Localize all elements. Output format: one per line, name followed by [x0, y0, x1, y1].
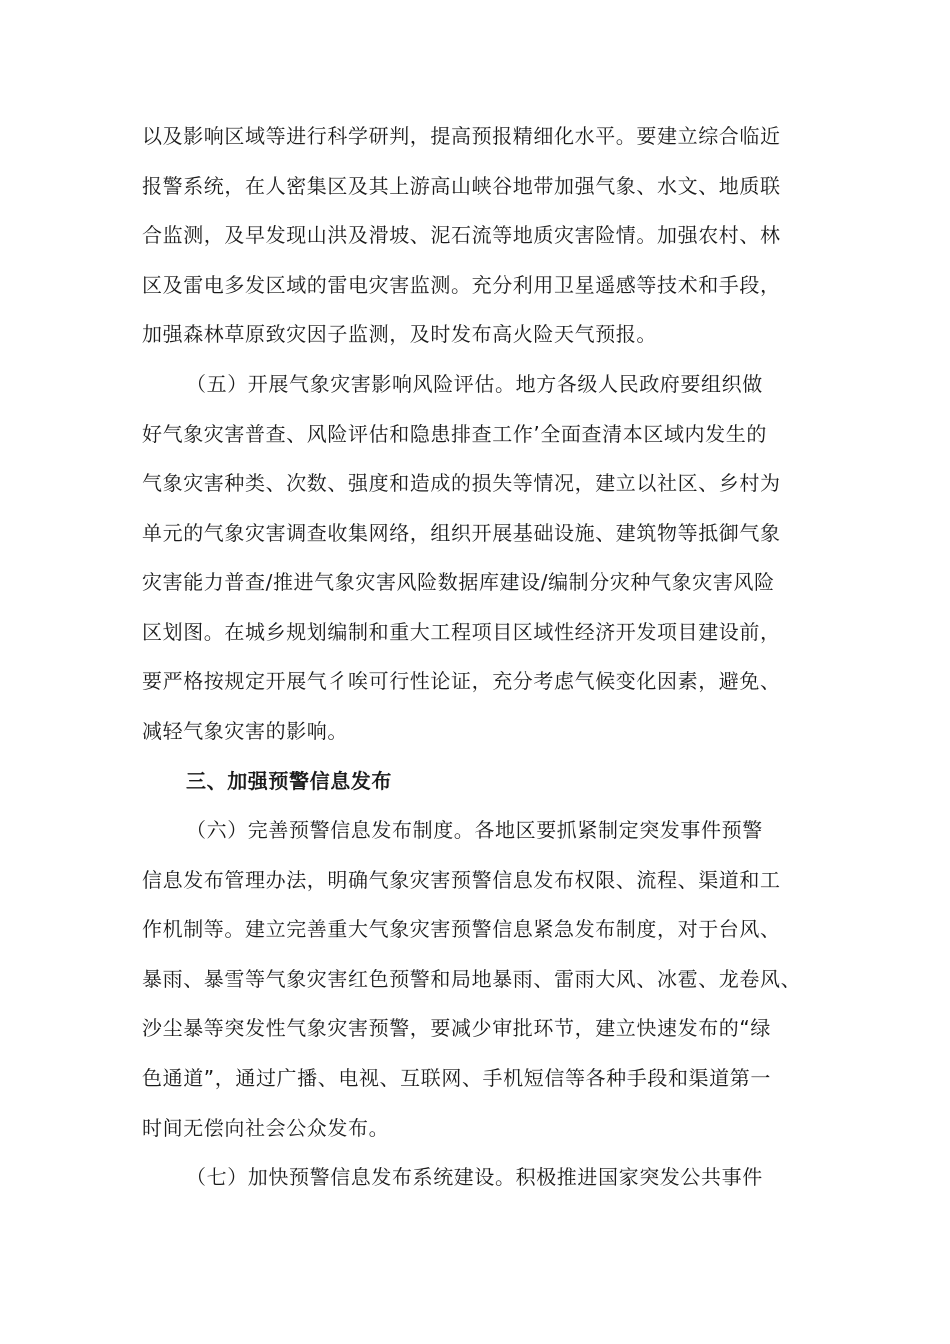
paragraph-line: 区及雷电多发区域的雷电灾害监测。充分利用卫星遥感等技术和手段，	[142, 273, 781, 297]
paragraph-line: 加强森林草原致灾因子监测，及时发布高火险天气预报。	[142, 322, 657, 346]
paragraph-line: 时间无偿向社会公众发布。	[142, 1116, 390, 1140]
paragraph-line: 好气象灾害普查、风险评估和隐患排查工作’全面查清本区域内发生的	[142, 422, 767, 446]
paragraph-line: 气象灾害种类、次数、强度和造成的损失等情况，建立以社区、乡村为	[142, 471, 781, 495]
section-heading: 三、加强预警信息发布	[186, 769, 392, 793]
paragraph-line: （五）开展气象灾害影响风险评估。地方各级人民政府要组织做	[186, 372, 763, 396]
paragraph-line: 减轻气象灾害的影响。	[142, 719, 348, 743]
paragraph-line: （六）完善预警信息发布制度。各地区要抓紧制定突发事件预警	[186, 818, 763, 842]
paragraph-line: 报警系统，在人密集区及其上游高山峡谷地带加强气象、水文、地质联	[142, 174, 781, 198]
paragraph-line: 合监测，及早发现山洪及滑坡、泥石流等地质灾害险情。加强农村、林	[142, 223, 781, 247]
paragraph-line: 灾害能力普查/推进气象灾害风险数据库建设/编制分灾种气象灾害风险	[142, 570, 775, 594]
paragraph-line: 作机制等。建立完善重大气象灾害预警信息紧急发布制度，对于台风、	[142, 917, 781, 941]
paragraph-line: 沙尘暴等突发性气象灾害预警，要减少审批环节，建立快速发布的“绿	[142, 1016, 771, 1040]
paragraph-line: （七）加快预警信息发布系统建设。积极推进国家突发公共事件	[186, 1165, 763, 1189]
paragraph-line: 单元的气象灾害调查收集网络，组织开展基础设施、建筑物等抵御气象	[142, 521, 781, 545]
paragraph-line: 色通道”，通过广播、电视、互联网、手机短信等各种手段和渠道第一	[142, 1066, 771, 1090]
paragraph-line: 以及影响区域等进行科学研判，提高预报精细化水平。要建立综合临近	[142, 124, 781, 148]
paragraph-line: 暴雨、暴雪等气象灾害红色预警和局地暴雨、雷雨大风、冰雹、龙卷风、	[142, 967, 802, 991]
paragraph-line: 要严格按规定开展气彳唉可行性论证，充分考虑气候变化因素，避免、	[142, 669, 781, 693]
paragraph-line: 区划图。在城乡规划编制和重大工程项目区域性经济开发项目建设前，	[142, 620, 781, 644]
paragraph-line: 信息发布管理办法，明确气象灾害预警信息发布权限、流程、渠道和工	[142, 868, 781, 892]
